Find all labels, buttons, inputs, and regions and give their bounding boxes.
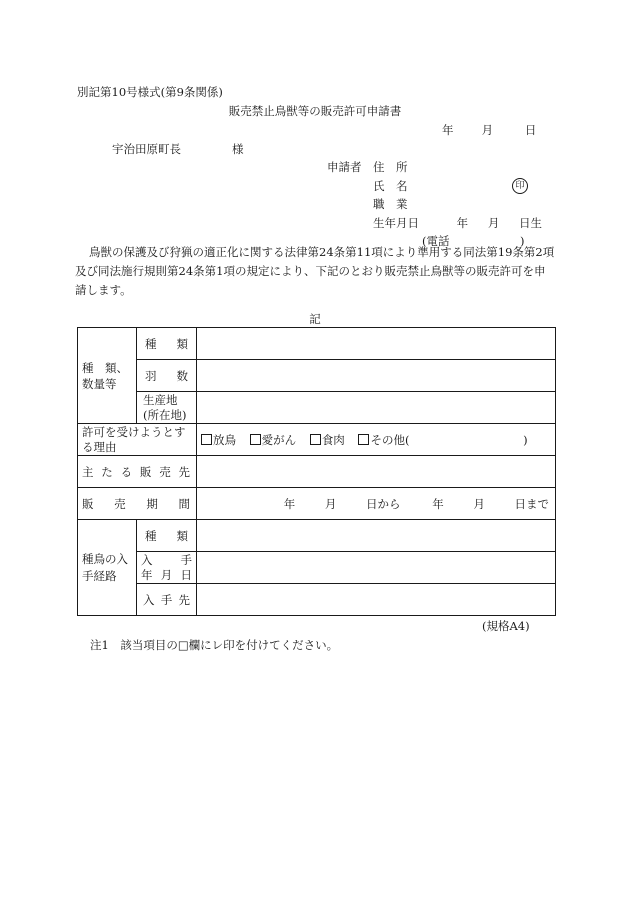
kind2-label: [137, 520, 197, 552]
phone-close: ): [520, 234, 525, 248]
table-row: [78, 520, 556, 552]
occupation-label: 職 業: [373, 197, 408, 211]
seal-mark: 印: [512, 178, 528, 194]
origin-text: 生産地(所在地): [143, 392, 187, 422]
acquired-date-field[interactable]: [197, 552, 556, 584]
footnote: 注1 該当項目の□欄にレ印を付けてください。: [90, 638, 339, 652]
reason-other-close: ): [523, 432, 528, 447]
acquired-date-label: [137, 552, 197, 584]
from-month: 月: [324, 496, 337, 511]
to-month: 月: [473, 496, 485, 511]
birthdate-row: [373, 218, 542, 230]
applicant-label: 申請者: [327, 160, 362, 174]
period-label: [78, 488, 197, 520]
option-label: 愛がん: [261, 432, 297, 447]
reason-option-meat[interactable]: [310, 432, 345, 448]
from-year: 年: [283, 496, 296, 511]
honorific: 様: [232, 142, 244, 156]
address-label: 住 所: [373, 160, 408, 174]
ki-heading: 記: [309, 312, 321, 326]
kind-text: 種 類: [145, 336, 188, 351]
count-label: [137, 360, 197, 392]
table-row: [78, 360, 556, 392]
checkbox-icon[interactable]: [310, 434, 321, 445]
checkbox-icon[interactable]: [201, 434, 212, 445]
option-label: 放鳥: [213, 432, 236, 447]
origin-field[interactable]: [197, 392, 556, 424]
kind-quantity-group-label: [78, 328, 137, 424]
buyer-field[interactable]: [197, 456, 556, 488]
kind2-field[interactable]: [197, 520, 556, 552]
phone-open: (電話: [422, 234, 450, 248]
birth-month: 月: [487, 216, 500, 230]
reason-option-pet[interactable]: [250, 432, 297, 448]
source-text: 入手先: [143, 592, 190, 607]
birth-day: 日生: [518, 216, 542, 230]
checkbox-icon[interactable]: [358, 434, 369, 445]
group1-text: 種 類、数量等: [82, 360, 128, 391]
origin-label: [137, 392, 197, 424]
table-row: [78, 488, 556, 520]
count-text: 羽 数: [145, 368, 188, 383]
application-statement: 鳥獣の保護及び狩猟の適正化に関する法律第24条第11項により準用する同法第19条第2項及び同法施行規則第24条第1項の規定により、下記のとおり販売禁止鳥獣等の販売許可を申請します。: [75, 245, 555, 297]
application-date: 年 月 日: [442, 123, 537, 137]
table-row: [78, 328, 556, 360]
source-field[interactable]: [197, 584, 556, 616]
option-label: その他(: [370, 432, 410, 447]
table-row: [78, 456, 556, 488]
size-note: (規格A4): [482, 619, 530, 633]
reason-label: [78, 424, 197, 456]
reason-option-release[interactable]: [201, 432, 236, 448]
reason-options: [197, 424, 556, 456]
birthdate-label: 生年月日: [373, 216, 419, 230]
table-row: [78, 424, 556, 456]
acquired-text-1: 入 手: [141, 552, 192, 567]
to-day: 日まで: [514, 496, 549, 511]
count-field[interactable]: [197, 360, 556, 392]
birth-year: 年: [456, 216, 469, 230]
reason-text: 許可を受けようとする理由: [82, 424, 186, 454]
addressee: 宇治田原町長: [112, 142, 181, 156]
buyer-label: [78, 456, 197, 488]
kind-label: [137, 328, 197, 360]
date-month: 月: [481, 123, 494, 137]
kind-field[interactable]: [197, 328, 556, 360]
period-field[interactable]: [197, 488, 556, 520]
acquisition-group-label: [78, 520, 137, 616]
reason-option-other[interactable]: [358, 432, 409, 448]
name-label: 氏 名: [373, 179, 408, 193]
table-row: [78, 392, 556, 424]
date-day: 日: [524, 123, 537, 137]
buyer-text: 主たる販売先: [82, 464, 190, 479]
group2-text: 種鳥の入手経路: [82, 551, 128, 583]
from-day: 日から: [366, 496, 401, 511]
period-text: 販売期間: [82, 496, 190, 511]
acquired-text-2: 年月日: [141, 567, 192, 582]
table-row: [78, 584, 556, 616]
checkbox-icon[interactable]: [250, 434, 261, 445]
form-number: 別記第10号様式(第9条関係): [77, 85, 223, 99]
table-row: [78, 552, 556, 584]
kind2-text: 種 類: [145, 528, 188, 543]
form-title: 販売禁止鳥獣等の販売許可申請書: [228, 104, 402, 118]
to-year: 年: [432, 496, 444, 511]
option-label: 食肉: [321, 432, 345, 447]
application-table: [77, 327, 556, 616]
source-label: [137, 584, 197, 616]
